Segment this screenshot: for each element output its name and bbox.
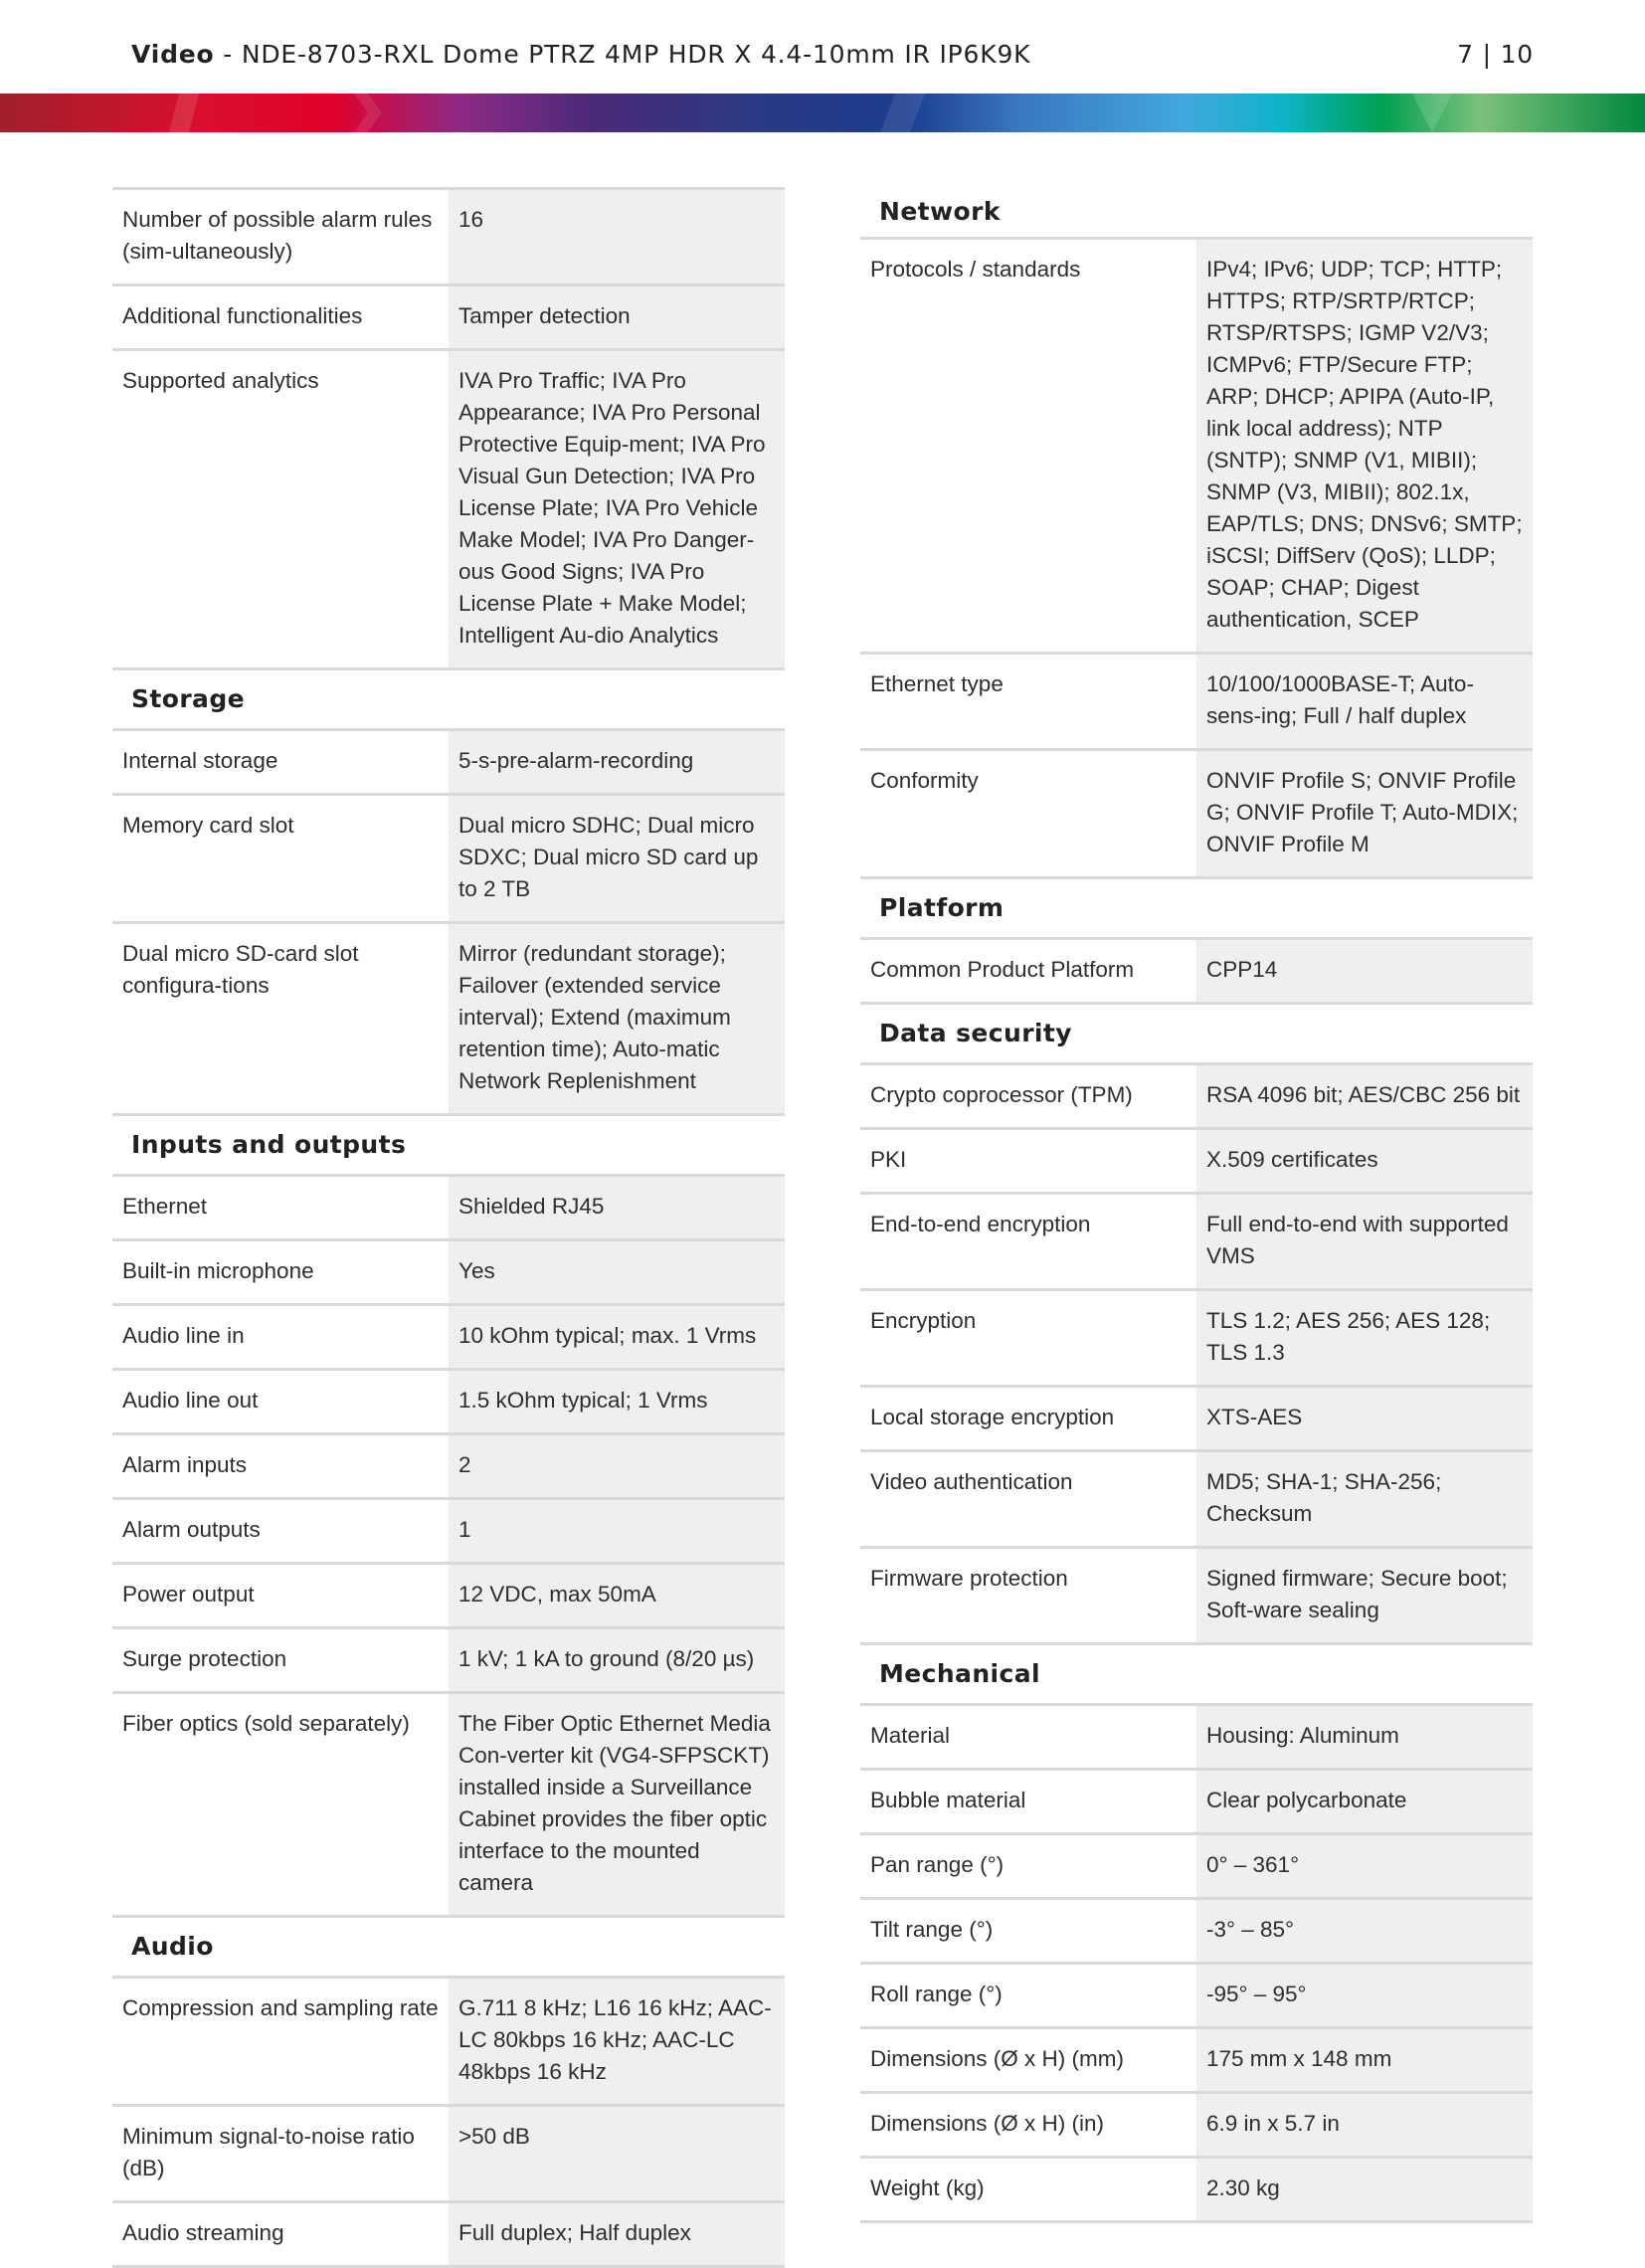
spec-label: Alarm inputs — [112, 1435, 449, 1497]
spec-label: Audio streaming — [112, 2203, 449, 2265]
spec-row — [860, 2159, 1533, 2223]
left-column — [112, 187, 785, 2268]
spec-value: 0° – 361° — [1196, 1835, 1533, 1897]
spec-label: Conformity — [860, 751, 1196, 876]
spec-value: 1 — [449, 1500, 785, 1562]
spec-row — [112, 1694, 785, 1918]
spec-row — [112, 924, 785, 1116]
spec-label: Dual micro SD-card slot configura-tions — [112, 924, 449, 1113]
spec-row — [860, 1195, 1533, 1291]
spec-value: IVA Pro Traffic; IVA Pro Appearance; IVA Pro Personal Protective Equip-ment; IVA Pro Visual Gun Detection; IVA Pro License Plate; IVA Pro Vehicle Make Model; IVA Pro Danger-ous Good Signs; IVA Pro License Plate + Make Model; Intelligent Au-dio Analytics — [449, 351, 785, 667]
title-product: - NDE-8703-RXL Dome PTRZ 4MP HDR X 4.4-10mm IR IP6K9K — [214, 39, 1031, 69]
spec-row — [112, 1629, 785, 1694]
spec-label: Built-in microphone — [112, 1241, 449, 1303]
spec-label: Material — [860, 1706, 1196, 1768]
spec-value: The Fiber Optic Ethernet Media Con-verter kit (VG4-SFPSCKT) installed inside a Surveillance Cabinet provides the fiber optic interface to the mounted camera — [449, 1694, 785, 1915]
spec-row — [112, 1371, 785, 1435]
spec-row — [860, 1706, 1533, 1771]
spec-value: Dual micro SDHC; Dual micro SDXC; Dual micro SD card up to 2 TB — [449, 796, 785, 921]
spec-label: Dimensions (Ø x H) (mm) — [860, 2029, 1196, 2091]
spec-label: Dimensions (Ø x H) (in) — [860, 2094, 1196, 2156]
spec-row — [860, 1549, 1533, 1645]
spec-value: 2.30 kg — [1196, 2159, 1533, 2220]
spec-row — [112, 1565, 785, 1629]
spec-label: Audio line out — [112, 1371, 449, 1432]
section-heading-data-security: Data security — [860, 1005, 1533, 1065]
spec-row — [860, 2029, 1533, 2094]
spec-value: >50 dB — [449, 2107, 785, 2200]
spec-value: -95° – 95° — [1196, 1965, 1533, 2026]
spec-value: Yes — [449, 1241, 785, 1303]
section-heading-audio: Audio — [112, 1918, 785, 1979]
spec-row — [860, 1835, 1533, 1900]
spec-value: Housing: Aluminum — [1196, 1706, 1533, 1768]
spec-label: Ethernet — [112, 1177, 449, 1238]
spec-row — [860, 1388, 1533, 1452]
spec-label: Surge protection — [112, 1629, 449, 1691]
spec-row — [860, 2094, 1533, 2159]
spec-row — [112, 1435, 785, 1500]
spec-label: Number of possible alarm rules (sim-ultaneously) — [112, 190, 449, 284]
spec-label: Encryption — [860, 1291, 1196, 1385]
spec-label: Protocols / standards — [860, 240, 1196, 652]
document-title — [131, 40, 1030, 69]
spec-row — [112, 1177, 785, 1241]
section-heading-storage: Storage — [112, 670, 785, 731]
spec-value: 6.9 in x 5.7 in — [1196, 2094, 1533, 2156]
spec-row — [860, 655, 1533, 751]
spec-value: 2 — [449, 1435, 785, 1497]
spec-row — [112, 1241, 785, 1306]
spec-value: Shielded RJ45 — [449, 1177, 785, 1238]
spec-label: Tilt range (°) — [860, 1900, 1196, 1962]
spec-value: Full end-to-end with supported VMS — [1196, 1195, 1533, 1288]
spec-row — [112, 351, 785, 670]
spec-label: End-to-end encryption — [860, 1195, 1196, 1288]
spec-value: 175 mm x 148 mm — [1196, 2029, 1533, 2091]
spec-row — [860, 940, 1533, 1005]
spec-label: Crypto coprocessor (TPM) — [860, 1065, 1196, 1127]
spec-row — [112, 2203, 785, 2268]
section-heading-inputs-outputs: Inputs and outputs — [112, 1116, 785, 1177]
spec-row — [860, 1291, 1533, 1388]
spec-value: 12 VDC, max 50mA — [449, 1565, 785, 1626]
spec-row — [860, 751, 1533, 879]
spec-label: Additional functionalities — [112, 286, 449, 348]
spec-label: Supported analytics — [112, 351, 449, 667]
right-column — [860, 187, 1533, 2223]
spec-value: Full duplex; Half duplex — [449, 2203, 785, 2265]
spec-row — [860, 1130, 1533, 1195]
spec-row — [860, 1900, 1533, 1965]
spec-value: 1.5 kOhm typical; 1 Vrms — [449, 1371, 785, 1432]
spec-value: CPP14 — [1196, 940, 1533, 1002]
spec-row — [112, 1979, 785, 2107]
spec-label: Power output — [112, 1565, 449, 1626]
spec-value: 5-s-pre-alarm-recording — [449, 731, 785, 793]
spec-label: Ethernet type — [860, 655, 1196, 748]
spec-label: PKI — [860, 1130, 1196, 1192]
page-number: 7 | 10 — [1457, 39, 1534, 69]
spec-label: Pan range (°) — [860, 1835, 1196, 1897]
spec-label: Common Product Platform — [860, 940, 1196, 1002]
page-header — [131, 34, 1534, 74]
spec-value: Tamper detection — [449, 286, 785, 348]
spec-row — [112, 1500, 785, 1565]
spec-label: Video authentication — [860, 1452, 1196, 1546]
spec-rows-general — [112, 187, 785, 670]
spec-label: Compression and sampling rate — [112, 1979, 449, 2104]
spec-label: Local storage encryption — [860, 1388, 1196, 1449]
spec-label: Bubble material — [860, 1771, 1196, 1832]
spec-label: Roll range (°) — [860, 1965, 1196, 2026]
spec-value: XTS-AES — [1196, 1388, 1533, 1449]
spec-value: Mirror (redundant storage); Failover (extended service interval); Extend (maximum retention time); Auto-matic Network Replenishment — [449, 924, 785, 1113]
brand-color-band — [0, 94, 1645, 132]
spec-row — [860, 240, 1533, 655]
spec-value: G.711 8 kHz; L16 16 kHz; AAC-LC 80kbps 16 kHz; AAC-LC 48kbps 16 kHz — [449, 1979, 785, 2104]
spec-label: Internal storage — [112, 731, 449, 793]
spec-value: X.509 certificates — [1196, 1130, 1533, 1192]
spec-value: MD5; SHA-1; SHA-256; Checksum — [1196, 1452, 1533, 1546]
spec-row — [860, 1771, 1533, 1835]
spec-value: -3° – 85° — [1196, 1900, 1533, 1962]
spec-row — [112, 190, 785, 286]
spec-row — [112, 731, 785, 796]
spec-label: Minimum signal-to-noise ratio (dB) — [112, 2107, 449, 2200]
spec-value: Signed firmware; Secure boot; Soft-ware sealing — [1196, 1549, 1533, 1642]
spec-row — [112, 286, 785, 351]
spec-value: Clear polycarbonate — [1196, 1771, 1533, 1832]
spec-value: ONVIF Profile S; ONVIF Profile G; ONVIF Profile T; Auto-MDIX; ONVIF Profile M — [1196, 751, 1533, 876]
spec-row — [860, 1965, 1533, 2029]
spec-label: Alarm outputs — [112, 1500, 449, 1562]
title-category: Video — [131, 39, 215, 69]
spec-value: 16 — [449, 190, 785, 284]
section-heading-mechanical: Mechanical — [860, 1645, 1533, 1706]
spec-value: 1 kV; 1 kA to ground (8/20 µs) — [449, 1629, 785, 1691]
spec-value: RSA 4096 bit; AES/CBC 256 bit — [1196, 1065, 1533, 1127]
spec-label: Firmware protection — [860, 1549, 1196, 1642]
spec-label: Memory card slot — [112, 796, 449, 921]
spec-row — [860, 1452, 1533, 1549]
spec-label: Weight (kg) — [860, 2159, 1196, 2220]
spec-label: Audio line in — [112, 1306, 449, 1368]
section-heading-network: Network — [860, 187, 1533, 240]
spec-row — [112, 1306, 785, 1371]
spec-value: TLS 1.2; AES 256; AES 128; TLS 1.3 — [1196, 1291, 1533, 1385]
spec-row — [112, 2107, 785, 2203]
spec-row — [112, 796, 785, 924]
spec-value: 10 kOhm typical; max. 1 Vrms — [449, 1306, 785, 1368]
spec-label: Fiber optics (sold separately) — [112, 1694, 449, 1915]
spec-row — [860, 1065, 1533, 1130]
spec-value: 10/100/1000BASE-T; Auto-sens-ing; Full / half duplex — [1196, 655, 1533, 748]
section-heading-platform: Platform — [860, 879, 1533, 940]
spec-value: IPv4; IPv6; UDP; TCP; HTTP; HTTPS; RTP/SRTP/RTCP; RTSP/RTSPS; IGMP V2/V3; ICMPv6; FTP/Secure FTP; ARP; DHCP; APIPA (Auto-IP, link local address); NTP (SNTP); SNMP (V1, MIBII); SNMP (V3, MIBII); 802.1x, EAP/TLS; DNS; DNSv6; SMTP; iSCSI; DiffServ (QoS); LLDP; SOAP; CHAP; Digest authentication, SCEP — [1196, 240, 1533, 652]
